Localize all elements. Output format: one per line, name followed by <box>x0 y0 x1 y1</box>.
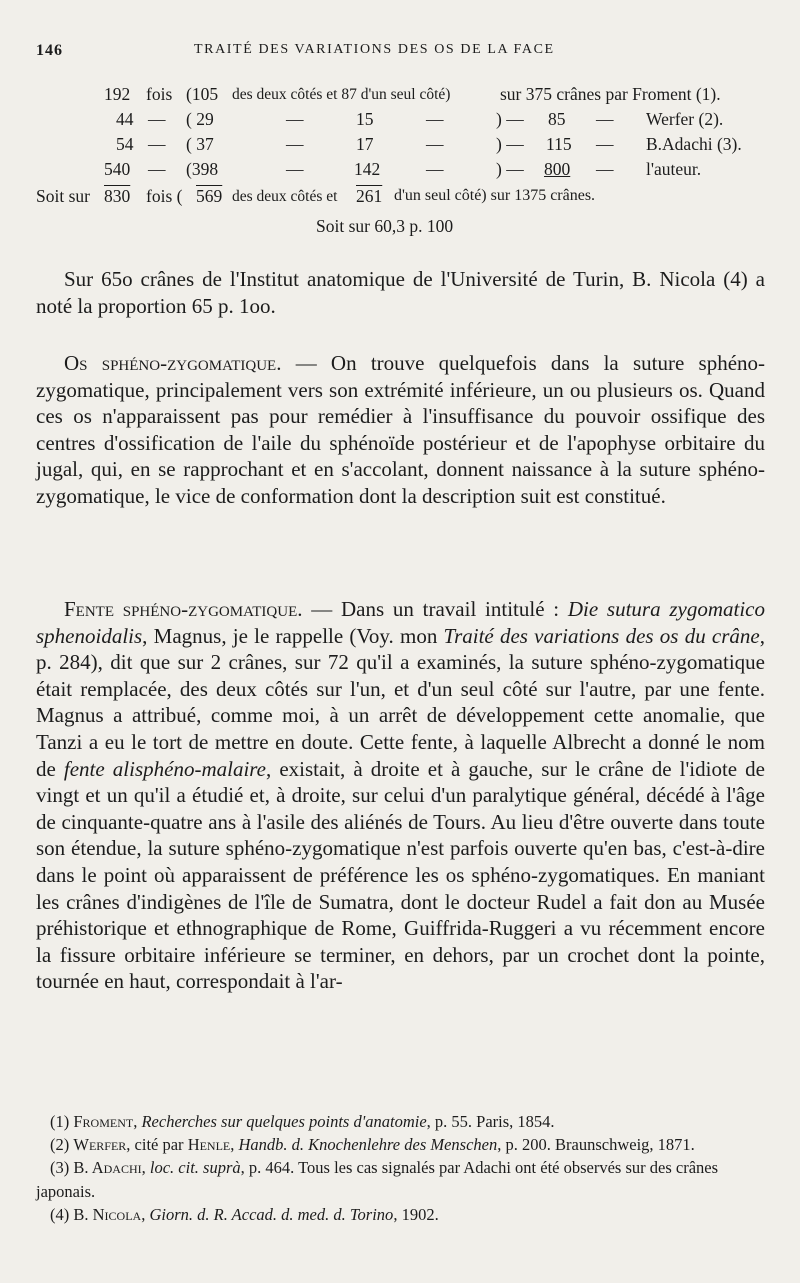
section-heading: Os sphéno-zygomatique. <box>64 351 282 375</box>
paragraph-body: , Magnus, je le rappelle (Voy. mon <box>142 623 444 648</box>
stats-close: ) — <box>496 159 524 179</box>
stats-dash: — <box>286 109 304 129</box>
paragraph-os-spheno-zygomatique <box>36 350 765 510</box>
stats-dash: — <box>596 159 614 179</box>
footnote-ref: , p. 200. Braunschweig, 1871. <box>497 1135 695 1155</box>
stats-dash: — <box>426 109 444 129</box>
footnote-number: (3) <box>50 1158 70 1178</box>
footnote-1 <box>36 1110 765 1133</box>
stats-count: 44 <box>116 109 134 129</box>
footnote-2 <box>36 1133 765 1156</box>
stats-source: l'auteur. <box>646 159 702 179</box>
italic-term: fente alisphéno-malaire <box>63 756 267 781</box>
running-title: TRAITÉ DES VARIATIONS DES OS DE LA FACE <box>194 42 555 57</box>
total-both-sides: 569 <box>196 186 223 206</box>
stats-close: ) — <box>496 134 524 154</box>
total-label: Soit sur <box>36 186 90 206</box>
stats-close: ) — <box>496 109 524 129</box>
stats-row-adachi <box>36 134 766 159</box>
stats-dash: — <box>426 134 444 154</box>
paragraph-body: — Dans un travail intitulé : <box>302 597 568 621</box>
footnote-sep: , <box>133 1112 142 1131</box>
stats-source: B.Adachi (3). <box>646 134 742 154</box>
paragraph-fente-spheno-zygomatique <box>36 596 765 995</box>
footnote-author: B. Adachi <box>73 1158 142 1178</box>
footnote-sep: , <box>141 1158 150 1178</box>
italic-title: Die sutura zygomatico sphenoidalis <box>36 597 766 648</box>
stats-sides-text: des deux côtés et 87 d'un seul côté) <box>232 86 451 103</box>
footnote-sep: , <box>141 1204 150 1224</box>
paragraph-body: , existait, à droite et à gauche, sur le crâne de l'idiote de vingt et un qu'il a étudié et, à droite, sur celui d'un paralytique général, décédé à l'âge de cinquante-quatre ans à l'asile des aliénés de Tours. Au lieu d'être ouverte dans toute son étendue, la suture sphéno-zygomatique n'est parfois ouverte qu'en bas, c'est-à-dire dans le point où apparaissent de préférence les os sphéno-zygomatiques. En maniant les crânes d'indigènes de l'île de Sumatra, dont le docteur Rudel a fait don au Musée préhistorique et ethnographique de Rome, Guiffrida-Ruggeri a vu récemment encore la fissure orbitaire inférieure se terminer, en dehors, par un crochet dont la pointe, tournée en haut, correspondait à l'ar- <box>36 756 765 994</box>
paragraph-body: , p. 284), dit que sur 2 crânes, sur 72 qu'il a examinés, la suture sphéno-zygomatique était remplacée, des deux côtés sur l'un, et d'un seul côté sur l'autre, par une fente. Magnus a attribué, comme moi, à un arrêt de développement cette anomalie, que Tanzi a eu le tort de mettre en doute. Cette fente, à laquelle Albrecht a donné le nom de <box>36 623 765 781</box>
footnote-number: (4) <box>50 1204 70 1224</box>
stats-row-froment <box>36 84 766 109</box>
stats-dash: — <box>286 134 304 154</box>
footnote-ref: , p. 55. Paris, 1854. <box>426 1112 555 1131</box>
page-header <box>36 42 760 68</box>
paragraph-turin <box>36 266 765 319</box>
stats-total: 800 <box>544 159 571 179</box>
stats-total: 115 <box>546 134 572 154</box>
stats-row-werfer <box>36 109 766 134</box>
footnote-number: (2) <box>50 1135 70 1155</box>
footnote-author: Henle <box>187 1135 231 1155</box>
stats-dash: — <box>426 159 444 179</box>
stats-both-sides: (105 <box>186 84 219 104</box>
stats-count: 540 <box>104 159 131 179</box>
statistics-table <box>36 84 766 246</box>
stats-total-row <box>36 186 766 216</box>
stats-total: 85 <box>548 109 566 129</box>
paragraph-body: — On trouve quelquefois dans la suture sphéno-zygomatique, principalement vers son extrémité inférieure, un ou plusieurs os. Quand ces os n'apparaissent pas pour remédier à l'insuffisance du pouvoir ossifique des centres d'ossification de l'aile du sphénoïde postérieur et de l'apophyse orbitaire du jugal, qui, en se rapprochant et en s'accolant, donnent naissance à la suture sphéno-zygomatique, le vice de conformation dont la description suit est constitué. <box>36 351 766 508</box>
paragraph-text <box>36 350 765 510</box>
footnote-ref: , 1902. <box>393 1204 439 1224</box>
stats-dash: — <box>596 134 614 154</box>
stats-both-sides: ( 29 <box>186 109 214 129</box>
page-number: 146 <box>36 42 63 59</box>
stats-dash: — <box>148 159 166 179</box>
footnote-title: Handb. d. Knochenlehre des Menschen <box>238 1135 498 1155</box>
footnote-title: Giorn. d. R. Accad. d. med. d. Torino <box>149 1204 394 1224</box>
footnote-ref: , p. 464. Tous les cas signalés par Adachi ont été observés sur des crânes japonais. <box>36 1158 719 1201</box>
footnote-number: (1) <box>50 1112 70 1131</box>
footnote-3 <box>36 1156 765 1202</box>
stats-row-auteur <box>36 159 766 184</box>
section-heading: Fente sphéno-zygomatique. <box>64 597 303 621</box>
paragraph-text <box>36 596 765 995</box>
stats-count: 54 <box>116 134 134 154</box>
ratio-text: Soit sur 60,3 p. 100 <box>316 216 454 236</box>
stats-one-side: 15 <box>356 109 374 129</box>
stats-dash: — <box>596 109 614 129</box>
stats-one-side: 142 <box>354 159 381 179</box>
footnote-sep: , <box>230 1135 239 1155</box>
footnote-title: Recherches sur quelques points d'anatomie <box>141 1112 427 1131</box>
footnote-author: Werfer <box>73 1135 127 1155</box>
stats-one-side: 17 <box>356 134 374 154</box>
total-one-side: 261 <box>356 186 383 206</box>
footnotes <box>36 1110 765 1226</box>
footnote-sep: , cité par <box>126 1135 188 1155</box>
stats-dash: — <box>286 159 304 179</box>
total-fois: fois ( <box>146 186 183 206</box>
total-text-end: d'un seul côté) sur 1375 crânes. <box>394 187 596 204</box>
stats-both-sides: (398 <box>186 159 219 179</box>
footnote-author: Froment <box>73 1112 134 1131</box>
stats-dash: — <box>148 109 166 129</box>
paragraph-text: Sur 65o crânes de l'Institut anatomique de l'Université de Turin, B. Nicola (4) a noté la proportion 65 p. 1oo. <box>36 267 765 318</box>
italic-title: Traité des variations des os du crâne <box>443 623 760 648</box>
stats-dash: — <box>148 134 166 154</box>
footnote-4 <box>36 1203 765 1226</box>
total-text: des deux côtés et <box>232 188 338 205</box>
stats-fois: fois <box>146 84 173 104</box>
stats-source: sur 375 crânes par Froment (1). <box>500 84 721 104</box>
footnote-author: B. Nicola <box>73 1204 142 1224</box>
total-count: 830 <box>104 186 131 206</box>
stats-ratio <box>36 216 766 246</box>
stats-count: 192 <box>104 84 131 104</box>
stats-both-sides: ( 37 <box>186 134 214 154</box>
stats-source: Werfer (2). <box>646 109 724 129</box>
footnote-title: loc. cit. suprà <box>149 1158 241 1178</box>
